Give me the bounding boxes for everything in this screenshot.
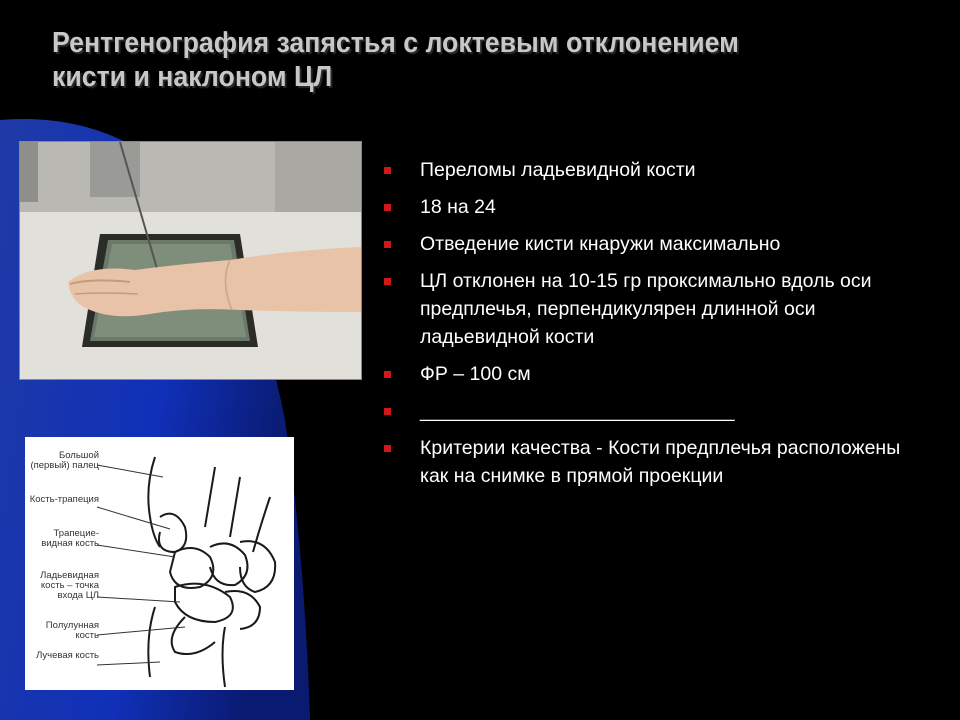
diagram-label-lunate: Полулунная кость <box>45 620 99 641</box>
slide-title-line-2: кисти и наклоном ЦЛ <box>52 61 333 93</box>
bullet-text: _____________________________ <box>420 400 735 422</box>
slide-title <box>52 26 862 94</box>
bullet-item <box>384 193 904 221</box>
bullet-marker-icon <box>384 445 391 452</box>
bullet-text: Критерии качества - Кости предплечья расположены как на снимке в прямой проекции <box>420 437 901 487</box>
bullet-text: ФР – 100 см <box>420 363 531 385</box>
bullet-item <box>384 397 904 425</box>
wrist-anatomy-diagram <box>25 437 294 690</box>
diagram-label-thumb: Большой (первый) палец <box>30 450 99 471</box>
diagram-label-trapezium: Кость-трапеция <box>29 494 99 505</box>
bullet-text: ЦЛ отклонен на 10-15 гр проксимально вдоль оси предплечья, перпендикулярен длинной оси ладьевидной кости <box>420 270 872 348</box>
bullet-text: Отведение кисти кнаружи максимально <box>420 233 781 255</box>
bullet-item <box>384 434 904 490</box>
bullet-item <box>384 156 904 184</box>
bullet-marker-icon <box>384 204 391 211</box>
positioning-photo <box>19 141 362 380</box>
slide-title-line-1: Рентгенография запястья с локтевым отклонением <box>52 27 739 59</box>
bullet-item <box>384 360 904 388</box>
bullet-text: 18 на 24 <box>420 196 496 218</box>
bullet-marker-icon <box>384 371 391 378</box>
bullet-marker-icon <box>384 408 391 415</box>
bullet-marker-icon <box>384 167 391 174</box>
bullet-text: Переломы ладьевидной кости <box>420 159 696 181</box>
diagram-label-scaphoid: Ладьевидная кость – точка входа ЦЛ <box>40 570 99 601</box>
bullet-marker-icon <box>384 278 391 285</box>
diagram-label-radius: Лучевая кость <box>36 650 99 661</box>
bullet-marker-icon <box>384 241 391 248</box>
bullet-item <box>384 267 904 351</box>
bullet-list <box>384 156 904 499</box>
hand-on-cassette-illustration <box>20 142 361 379</box>
diagram-label-trapezoid: Трапецие-видная кость <box>41 528 99 549</box>
bullet-item <box>384 230 904 258</box>
